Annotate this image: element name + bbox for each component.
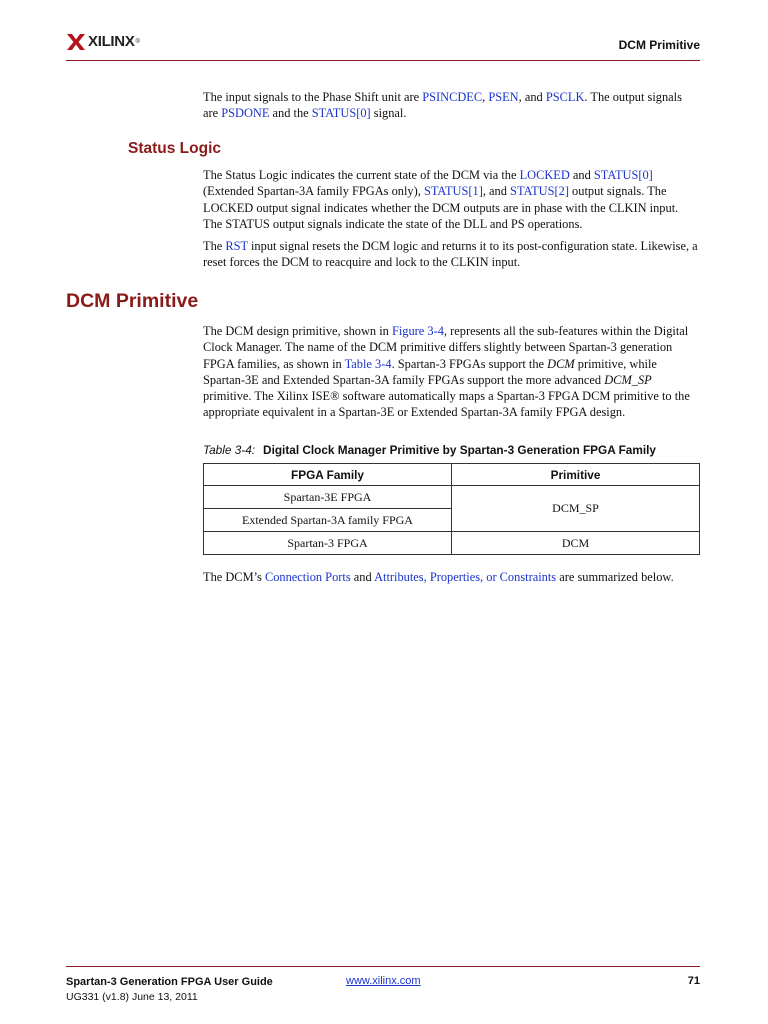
status-logic-paragraph-2 xyxy=(203,238,700,271)
text-run: and xyxy=(569,168,594,182)
phase-shift-paragraph xyxy=(203,89,700,122)
link-locked[interactable]: LOCKED xyxy=(519,168,570,182)
link-status-1[interactable]: STATUS[1] xyxy=(423,184,483,199)
text-run: primitive, while Spartan-3E and Extended Spartan-3A family FPGAs support the more advanced xyxy=(203,356,657,387)
text-run: signal. xyxy=(370,106,407,121)
link-status-0[interactable]: STATUS[0] xyxy=(593,168,653,182)
text-run: , and xyxy=(482,184,511,199)
text-run: (Extended Spartan-3A family FPGAs only), xyxy=(203,184,424,199)
logo-registered-mark: ® xyxy=(135,39,140,45)
dcm-primitive-heading: DCM Primitive xyxy=(66,290,199,312)
table-header-cell: Primitive xyxy=(452,464,700,486)
table-caption-title: Digital Clock Manager Primitive by Spartan-3 Generation FPGA Family xyxy=(263,443,656,457)
link-attributes-properties-constraints[interactable]: Attributes, Properties, or Constraints xyxy=(374,570,557,584)
link-psclk[interactable]: PSCLK xyxy=(545,90,585,104)
primitive-table xyxy=(203,463,700,555)
text-run: The Status Logic indicates the current state of the DCM via the xyxy=(203,168,520,182)
xilinx-logo-icon xyxy=(66,33,86,51)
text-run: , represents all the sub-features within the Digital Clock Manager. The name of the DCM primitive differs slightly between Spartan-3 generation FPGA families, as shown in xyxy=(203,324,689,371)
footer-website-link[interactable]: www.xilinx.com xyxy=(346,975,421,987)
link-connection-ports[interactable]: Connection Ports xyxy=(264,570,351,584)
logo-wordmark: XILINX xyxy=(88,33,135,50)
table-caption xyxy=(203,443,656,457)
italic-term-dcm-sp: DCM_SP xyxy=(604,372,652,387)
header-divider xyxy=(66,60,700,61)
table-row xyxy=(204,532,700,555)
text-run: The DCM’s xyxy=(203,570,265,584)
italic-term-dcm: DCM xyxy=(547,356,575,371)
link-status-2[interactable]: STATUS[2] xyxy=(510,184,569,199)
dcm-primitive-paragraph-1 xyxy=(203,323,700,421)
text-run: The xyxy=(203,239,226,253)
table-row xyxy=(204,486,700,509)
xilinx-logo xyxy=(66,32,140,52)
link-psincdec[interactable]: PSINCDEC xyxy=(422,90,483,104)
page-number: 71 xyxy=(687,975,700,987)
table-cell-family: Spartan-3E FPGA xyxy=(204,486,452,509)
link-table-3-4[interactable]: Table 3-4 xyxy=(344,356,392,371)
text-run: input signal resets the DCM logic and returns it to its post-configuration state. Likewise, a reset forces the DCM to reacquire and lock to the CLKIN input. xyxy=(203,239,698,270)
text-run: output signals. The LOCKED output signal indicates whether the DCM outputs are in phase with the CLKIN input. The STATUS output signals indicate the state of the DLL and PS operations. xyxy=(203,184,679,231)
text-run: The DCM design primitive, shown in xyxy=(203,324,392,338)
text-run: primitive. The Xilinx ISE® software automatically maps a Spartan-3 FPGA DCM primitive to the appropriate equivalent in a Spartan-3E or Extended Spartan-3A family FPGA design. xyxy=(203,389,690,420)
status-logic-paragraph-1 xyxy=(203,167,700,232)
link-status-0[interactable]: STATUS[0] xyxy=(311,106,371,121)
link-psdone[interactable]: PSDONE xyxy=(221,106,270,121)
text-run: . The output signals are xyxy=(203,90,682,121)
table-caption-number: Table 3-4: xyxy=(203,443,256,457)
footer-doc-id: UG331 (v1.8) June 13, 2011 xyxy=(66,991,198,1003)
text-run: , and xyxy=(518,90,546,104)
footer-doc-info xyxy=(66,975,273,1005)
table-cell-family: Extended Spartan-3A family FPGA xyxy=(204,509,452,532)
table-cell-primitive: DCM xyxy=(452,532,700,555)
running-header-title: DCM Primitive xyxy=(618,38,700,52)
page-header xyxy=(66,30,700,60)
footer-guide-title: Spartan-3 Generation FPGA User Guide xyxy=(66,976,273,988)
text-run: . Spartan-3 FPGAs support the xyxy=(391,356,548,371)
text-run: are summarized below. xyxy=(556,570,674,584)
table-header-row xyxy=(204,464,700,486)
text-run: , xyxy=(482,90,489,104)
link-psen[interactable]: PSEN xyxy=(488,90,519,104)
text-run: The input signals to the Phase Shift unit are xyxy=(203,90,423,104)
text-run: and xyxy=(350,570,375,584)
link-figure-3-4[interactable]: Figure 3-4 xyxy=(391,324,444,338)
table-header-cell: FPGA Family xyxy=(204,464,452,486)
table-cell-primitive: DCM_SP xyxy=(452,486,700,532)
link-rst[interactable]: RST xyxy=(225,239,248,253)
table-cell-family: Spartan-3 FPGA xyxy=(204,532,452,555)
text-run: and the xyxy=(269,106,312,121)
footer-divider xyxy=(66,966,700,967)
status-logic-heading: Status Logic xyxy=(128,140,222,157)
dcm-primitive-paragraph-2 xyxy=(203,569,700,585)
